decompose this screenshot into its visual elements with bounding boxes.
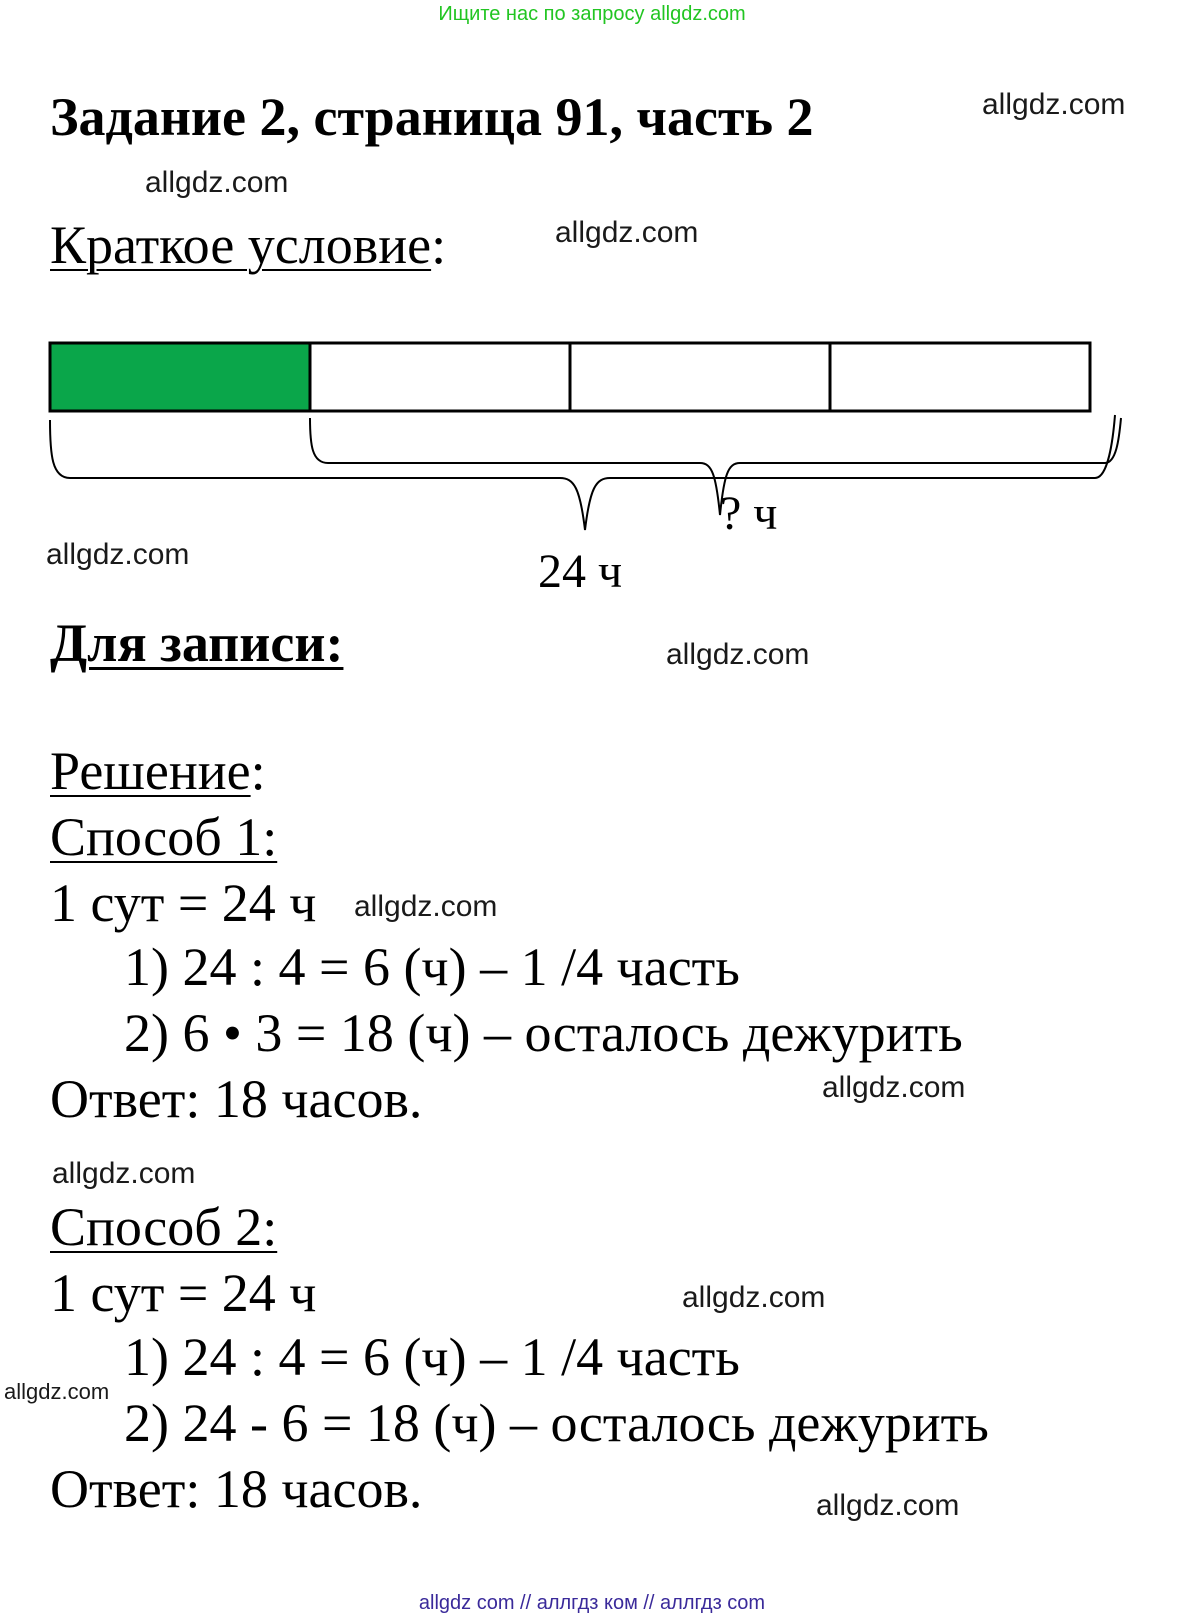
short-condition-label: Краткое условие bbox=[50, 215, 432, 275]
watermark: allgdz.com bbox=[682, 1281, 826, 1314]
method1-answer: Ответ: 18 часов. bbox=[50, 1069, 423, 1129]
method1-step2: 2) 6 • 3 = 18 (ч) – осталось дежурить bbox=[124, 1003, 963, 1063]
segment-diagram bbox=[0, 0, 1184, 620]
watermark: allgdz.com bbox=[816, 1489, 960, 1522]
watermark: allgdz.com bbox=[822, 1071, 966, 1104]
shaded-segment bbox=[50, 343, 310, 411]
watermark: allgdz.com bbox=[555, 216, 699, 249]
empty-segment bbox=[310, 343, 570, 411]
watermark: allgdz.com bbox=[4, 1379, 110, 1404]
method2-answer: Ответ: 18 часов. bbox=[50, 1459, 423, 1519]
solution-label: Решение bbox=[50, 741, 251, 801]
watermark: allgdz.com bbox=[666, 638, 810, 671]
short-condition-colon: : bbox=[431, 215, 447, 275]
method1-given: 1 сут = 24 ч bbox=[50, 873, 317, 933]
empty-segment bbox=[830, 343, 1090, 411]
question-label: ? ч bbox=[720, 487, 778, 540]
footer: allgdz com // аллгдз ком // аллгдз com bbox=[418, 1592, 766, 1614]
for-writing-heading: Для записи: bbox=[50, 613, 344, 673]
method2-heading: Способ 2: bbox=[50, 1197, 278, 1257]
watermark: allgdz.com bbox=[46, 538, 190, 571]
watermark: allgdz.com bbox=[354, 890, 498, 923]
total-label: 24 ч bbox=[538, 545, 623, 598]
question-brace bbox=[310, 418, 1121, 515]
total-brace bbox=[50, 415, 1115, 530]
watermark: allgdz.com bbox=[145, 166, 289, 199]
top-banner: Ищите нас по запросу allgdz.com bbox=[438, 3, 746, 25]
method2-given: 1 сут = 24 ч bbox=[50, 1263, 317, 1323]
solution-heading bbox=[50, 740, 266, 802]
empty-segment bbox=[570, 343, 830, 411]
method2-step2: 2) 24 - 6 = 18 (ч) – осталось дежурить bbox=[124, 1393, 989, 1453]
page-title: Задание 2, страница 91, часть 2 bbox=[50, 87, 814, 147]
watermark: allgdz.com bbox=[52, 1157, 196, 1190]
segment-bar bbox=[50, 343, 1090, 411]
watermark: allgdz.com bbox=[982, 88, 1126, 121]
method1-step1: 1) 24 : 4 = 6 (ч) – 1 /4 часть bbox=[124, 937, 740, 997]
solution-colon: : bbox=[250, 741, 266, 801]
method1-heading: Способ 1: bbox=[50, 807, 278, 867]
method2-step1: 1) 24 : 4 = 6 (ч) – 1 /4 часть bbox=[124, 1327, 740, 1387]
